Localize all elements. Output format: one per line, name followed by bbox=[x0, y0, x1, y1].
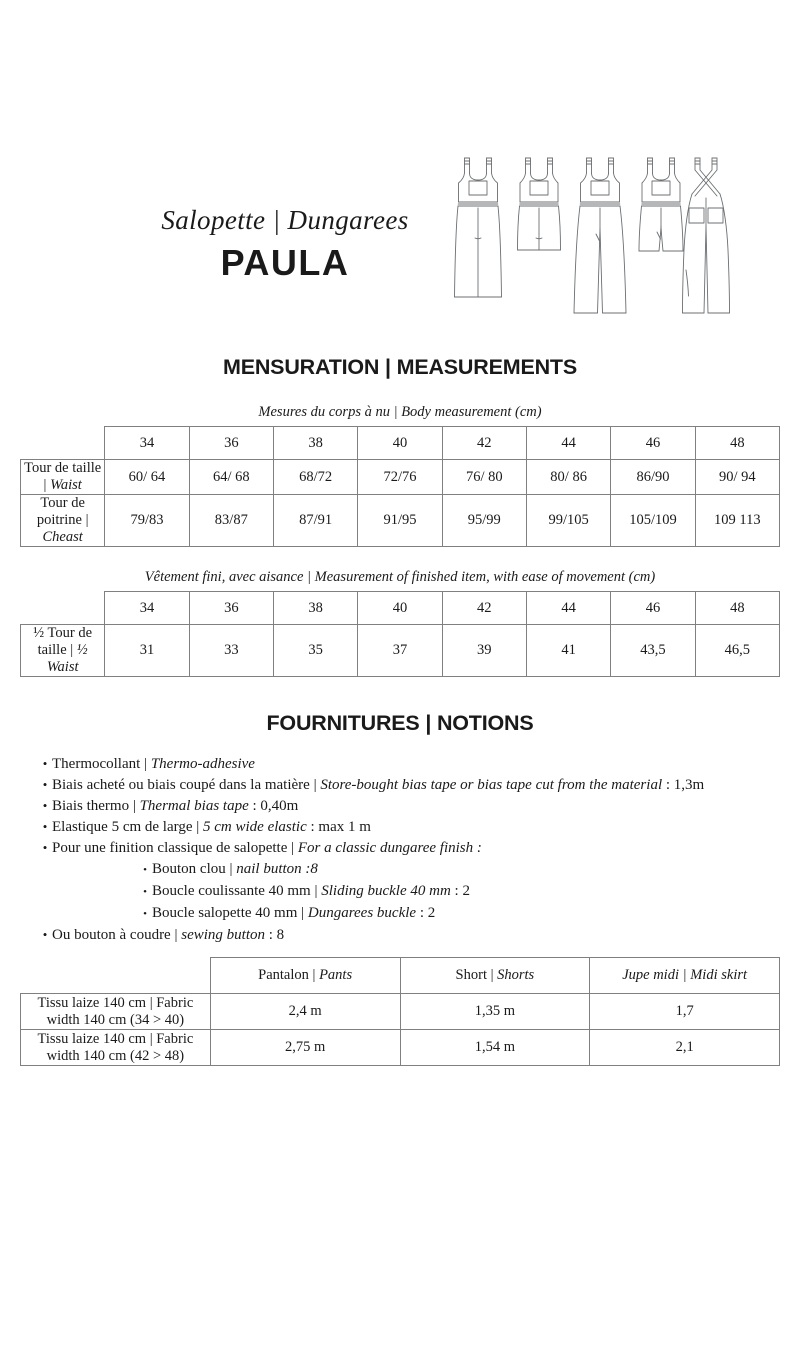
list-item bbox=[20, 903, 780, 924]
notion-en: nail button :8 bbox=[236, 861, 318, 877]
cell-half-waist-36: 33 bbox=[189, 625, 273, 677]
notion-fr: Elastique 5 cm de large | bbox=[52, 819, 204, 835]
cell-fabric-midi-34-40: 1,7 bbox=[590, 994, 780, 1030]
cell-half-waist-38: 35 bbox=[273, 625, 357, 677]
table-row bbox=[21, 460, 780, 495]
cell-chest-48: 109 113 bbox=[695, 495, 779, 547]
row-label-chest: Tour de poitrine | Cheast bbox=[21, 495, 105, 547]
corner-blank-cell bbox=[21, 592, 105, 625]
fabric-row-label-sizes-42-48: Tissu laize 140 cm | Fabric width 140 cm (42 > 48) bbox=[21, 1030, 211, 1066]
notion-en: Sliding buckle 40 mm bbox=[321, 883, 451, 899]
fabric-header-midi-skirt: Jupe midi | Midi skirt bbox=[590, 958, 780, 994]
dungarees-technical-flats-illustration bbox=[445, 150, 745, 330]
cell-half-waist-46: 43,5 bbox=[611, 625, 695, 677]
cell-waist-40: 72/76 bbox=[358, 460, 442, 495]
cell-half-waist-40: 37 bbox=[358, 625, 442, 677]
notions-list bbox=[20, 754, 780, 945]
cell-chest-36: 83/87 bbox=[189, 495, 273, 547]
bullet-icon: • bbox=[42, 927, 48, 942]
notion-fr: Boucle coulissante 40 mm | bbox=[152, 883, 322, 899]
notion-en: Dungarees buckle bbox=[307, 905, 420, 921]
list-item bbox=[20, 775, 780, 795]
cell-waist-38: 68/72 bbox=[273, 460, 357, 495]
table-row bbox=[21, 625, 780, 677]
list-item-text bbox=[152, 881, 470, 901]
finished-size-header-36: 36 bbox=[189, 592, 273, 625]
notion-fr: Biais acheté ou biais coupé dans la matière | bbox=[52, 777, 321, 793]
table-row bbox=[21, 495, 780, 547]
list-item bbox=[20, 925, 780, 945]
row-label-half-waist-en: ½ Waist bbox=[46, 642, 88, 675]
notion-fr: Pour une finition classique de salopette | bbox=[52, 840, 298, 856]
row-label-chest-en: Cheast bbox=[42, 529, 83, 545]
fabric-header-pants-fr: Pantalon | bbox=[258, 967, 320, 983]
fabric-header-pants-en: Pants bbox=[319, 967, 353, 983]
flat-midi-skirt-front bbox=[455, 158, 502, 297]
list-item-text bbox=[52, 925, 284, 945]
notion-tail: : 2 bbox=[450, 883, 470, 899]
row-label-half-waist: ½ Tour de taille | ½ Waist bbox=[21, 625, 105, 677]
flat-pants-front bbox=[574, 158, 626, 313]
caption-body-measurement: Mesures du corps à nu | Body measurement (cm) bbox=[258, 404, 542, 420]
section-heading-measurements: MENSURATION | MEASUREMENTS bbox=[223, 355, 577, 379]
pattern-info-page bbox=[0, 150, 800, 1350]
table-finished-measurement bbox=[20, 591, 780, 677]
size-header-42: 42 bbox=[442, 427, 526, 460]
finished-size-header-40: 40 bbox=[358, 592, 442, 625]
cell-chest-34: 79/83 bbox=[105, 495, 189, 547]
flat-short-skirt-front bbox=[518, 158, 561, 250]
list-item-text bbox=[52, 796, 298, 816]
list-item bbox=[20, 881, 780, 902]
table-row bbox=[21, 1030, 780, 1066]
caption-finished-measurement: Vêtement fini, avec aisance | Measurement of finished item, with ease of movement (cm) bbox=[144, 569, 656, 585]
cell-fabric-midi-42-48: 2,1 bbox=[590, 1030, 780, 1066]
table-row-header bbox=[21, 427, 780, 460]
cell-chest-46: 105/109 bbox=[611, 495, 695, 547]
notion-en: 5 cm wide elastic bbox=[203, 819, 307, 835]
size-header-46: 46 bbox=[611, 427, 695, 460]
size-header-48: 48 bbox=[695, 427, 779, 460]
cell-waist-42: 76/ 80 bbox=[442, 460, 526, 495]
fabric-header-shorts-en: Shorts bbox=[497, 967, 535, 983]
row-label-half-waist-fr: ½ Tour de taille bbox=[33, 625, 93, 658]
notion-en: Thermal bias tape bbox=[139, 798, 249, 814]
cell-chest-38: 87/91 bbox=[273, 495, 357, 547]
cell-waist-34: 60/ 64 bbox=[105, 460, 189, 495]
notion-en: Store-bought bias tape or bias tape cut from the material bbox=[320, 777, 663, 793]
cell-fabric-shorts-42-48: 1,54 m bbox=[400, 1030, 590, 1066]
notion-tail: : 0,40m bbox=[248, 798, 299, 814]
finished-size-header-42: 42 bbox=[442, 592, 526, 625]
table-row-header bbox=[21, 592, 780, 625]
notion-en: For a classic dungaree finish : bbox=[297, 840, 482, 856]
cell-waist-46: 86/90 bbox=[611, 460, 695, 495]
cell-half-waist-42: 39 bbox=[442, 625, 526, 677]
list-item-text bbox=[52, 754, 255, 774]
list-item bbox=[20, 817, 780, 837]
list-item-text bbox=[152, 859, 318, 879]
notion-tail: : 1,3m bbox=[662, 777, 705, 793]
title-block bbox=[120, 205, 450, 284]
flat-back-view-crossed-straps bbox=[683, 158, 730, 313]
cell-half-waist-44: 41 bbox=[526, 625, 610, 677]
cell-waist-44: 80/ 86 bbox=[526, 460, 610, 495]
list-item-text bbox=[52, 775, 704, 795]
cell-waist-36: 64/ 68 bbox=[189, 460, 273, 495]
size-header-40: 40 bbox=[358, 427, 442, 460]
bullet-icon: • bbox=[42, 777, 48, 792]
cell-fabric-shorts-34-40: 1,35 m bbox=[400, 994, 590, 1030]
cell-waist-48: 90/ 94 bbox=[695, 460, 779, 495]
list-item bbox=[20, 754, 780, 774]
table-row bbox=[21, 994, 780, 1030]
fabric-header-shorts bbox=[400, 958, 590, 994]
notion-tail: : 8 bbox=[265, 927, 285, 943]
row-label-waist-en: Waist bbox=[50, 477, 82, 493]
cell-half-waist-48: 46,5 bbox=[695, 625, 779, 677]
notion-tail: : 2 bbox=[419, 905, 436, 921]
list-item-text bbox=[52, 817, 371, 837]
notion-fr: Ou bouton à coudre | bbox=[52, 927, 182, 943]
header-block bbox=[20, 150, 780, 335]
bullet-icon: • bbox=[42, 798, 48, 813]
fabric-header-shorts-fr: Short | bbox=[455, 967, 498, 983]
table-row-header bbox=[21, 958, 780, 994]
fabric-header-pants bbox=[210, 958, 400, 994]
finished-size-header-38: 38 bbox=[273, 592, 357, 625]
list-item bbox=[20, 838, 780, 858]
cell-chest-42: 95/99 bbox=[442, 495, 526, 547]
table-body-measurement bbox=[20, 426, 780, 547]
cell-half-waist-34: 31 bbox=[105, 625, 189, 677]
bullet-icon: • bbox=[143, 864, 147, 876]
bullet-icon: • bbox=[42, 840, 48, 855]
finished-size-header-46: 46 bbox=[611, 592, 695, 625]
finished-size-header-44: 44 bbox=[526, 592, 610, 625]
notion-en: sewing button bbox=[181, 927, 265, 943]
bullet-icon: • bbox=[143, 908, 147, 920]
list-item bbox=[20, 796, 780, 816]
size-header-36: 36 bbox=[189, 427, 273, 460]
row-label-waist-fr: Tour de taille bbox=[24, 460, 102, 476]
cell-fabric-pants-42-48: 2,75 m bbox=[210, 1030, 400, 1066]
bullet-icon: • bbox=[143, 886, 147, 898]
notion-fr: Boucle salopette 40 mm | bbox=[152, 905, 308, 921]
size-header-44: 44 bbox=[526, 427, 610, 460]
bullet-icon: • bbox=[42, 756, 48, 771]
list-item-text bbox=[152, 903, 435, 923]
notion-fr: Biais thermo | bbox=[52, 798, 140, 814]
size-header-38: 38 bbox=[273, 427, 357, 460]
bullet-icon: • bbox=[42, 819, 48, 834]
row-label-chest-fr: Tour de poitrine bbox=[36, 495, 85, 528]
page-title: PAULA bbox=[220, 242, 350, 283]
fabric-row-label-sizes-34-40: Tissu laize 140 cm | Fabric width 140 cm (34 > 40) bbox=[21, 994, 211, 1030]
section-heading-notions: FOURNITURES | NOTIONS bbox=[266, 711, 534, 735]
corner-blank-cell bbox=[21, 958, 211, 994]
notion-fr: Bouton clou | bbox=[152, 861, 237, 877]
row-label-waist: Tour de taille | Waist bbox=[21, 460, 105, 495]
cell-fabric-pants-34-40: 2,4 m bbox=[210, 994, 400, 1030]
list-item bbox=[20, 859, 780, 880]
corner-blank-cell bbox=[21, 427, 105, 460]
notion-fr: Thermocollant | bbox=[52, 756, 151, 772]
notion-tail: : max 1 m bbox=[306, 819, 371, 835]
page-subtitle: Salopette | Dungarees bbox=[161, 205, 409, 235]
table-fabric-requirements bbox=[20, 957, 780, 1066]
list-item-text bbox=[52, 838, 482, 858]
notion-en: Thermo-adhesive bbox=[150, 756, 255, 772]
finished-size-header-48: 48 bbox=[695, 592, 779, 625]
cell-chest-40: 91/95 bbox=[358, 495, 442, 547]
finished-size-header-34: 34 bbox=[105, 592, 189, 625]
size-header-34: 34 bbox=[105, 427, 189, 460]
cell-chest-44: 99/105 bbox=[526, 495, 610, 547]
flat-shorts-front bbox=[639, 158, 683, 251]
